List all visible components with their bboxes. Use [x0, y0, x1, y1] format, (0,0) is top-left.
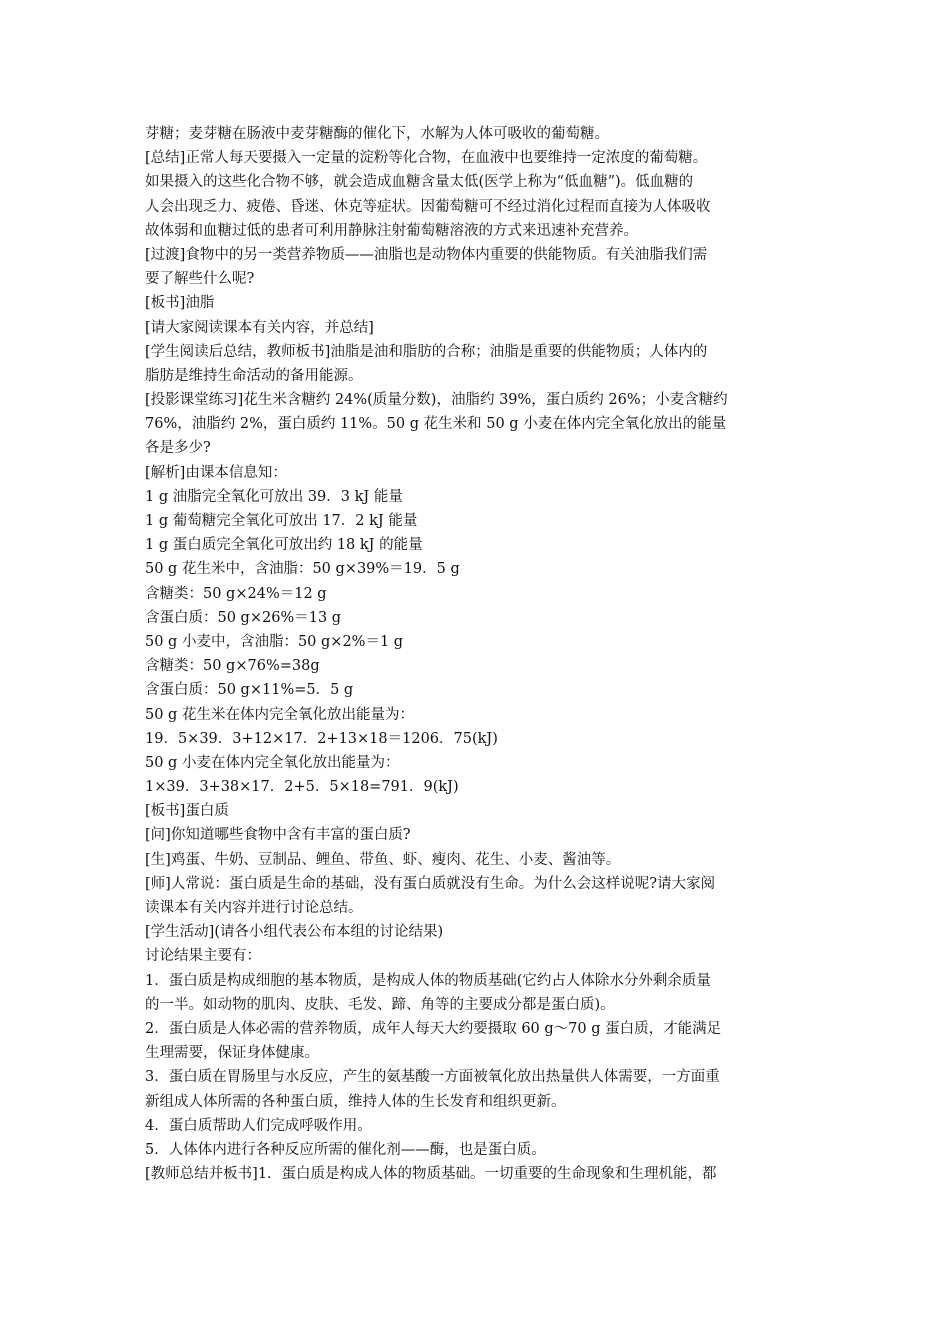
text-line: [问]你知道哪些食物中含有丰富的蛋白质?: [145, 827, 411, 844]
text-line: 1 g 葡萄糖完全氧化可放出 17．2 kJ 能量: [145, 513, 418, 529]
text-line: 的一半。如动物的肌肉、皮肤、毛发、蹄、角等的主要成分都是蛋白质)。: [145, 996, 615, 1013]
text-line: 脂肪是维持生命活动的备用能源。: [145, 367, 363, 384]
text-line: 如果摄入的这些化合物不够，就会造成血糖含量太低(医学上称为“低血糖”)。低血糖的: [145, 174, 694, 191]
text-line: [教师总结并板书]1．蛋白质是构成人体的物质基础。一切重要的生命现象和生理机能，都: [145, 1166, 717, 1183]
text-line: 要了解些什么呢?: [145, 271, 255, 288]
text-line: 5．人体体内进行各种反应所需的催化剂——酶，也是蛋白质。: [145, 1141, 546, 1158]
document-page: [145, 122, 815, 1186]
text-line: 4．蛋白质帮助人们完成呼吸作用。: [145, 1117, 372, 1134]
text-line: 1×39．3+38×17．2+5．5×18=791．9(kJ): [145, 779, 459, 796]
text-line: [板书]蛋白质: [145, 803, 229, 820]
text-line: 1 g 蛋白质完全氧化可放出约 18 kJ 的能量: [145, 537, 423, 554]
text-line: 生理需要，保证身体健康。: [145, 1045, 319, 1062]
text-line: 76%，油脂约 2%，蛋白质约 11%。50 g 花生米和 50 g 小麦在体内完全氧化放出的能量: [145, 416, 727, 433]
text-line: 含糖类：50 g×24%＝12 g: [145, 585, 327, 602]
text-line: 3．蛋白质在胃肠里与水反应，产生的氨基酸一方面被氧化放出热量供人体需要，一方面重: [145, 1069, 720, 1086]
text-line: 含蛋白质：50 g×11%=5．5 g: [145, 682, 354, 699]
text-line: [投影课堂练习]花生米含糖约 24%(质量分数)，油脂约 39%，蛋白质约 26%；小麦含糖约: [145, 392, 728, 409]
text-line: 2．蛋白质是人体必需的营养物质，成年人每天大约要摄取 60 g～70 g 蛋白质，才能满足: [145, 1020, 722, 1037]
text-line: 50 g 小麦在体内完全氧化放出能量为：: [145, 754, 400, 771]
text-line: [总结]正常人每天要摄入一定量的淀粉等化合物，在血液中也要维持一定浓度的葡萄糖。: [145, 150, 708, 167]
text-line: 19．5×39．3+12×17．2+13×18＝1206．75(kJ): [145, 730, 498, 747]
text-line: [学生活动](请各小组代表公布本组的讨论结果): [145, 924, 444, 941]
text-line: 50 g 花生米中，含油脂：50 g×39%＝19．5 g: [145, 561, 460, 578]
text-line: 新组成人体所需的各种蛋白质，维持人体的生长发育和组织更新。: [145, 1093, 566, 1110]
text-line: 含蛋白质：50 g×26%＝13 g: [145, 609, 342, 626]
text-line: 各是多少?: [145, 440, 211, 457]
text-line: 人会出现乏力、疲倦、昏迷、休克等症状。因葡萄糖可不经过消化过程而直接为人体吸收: [145, 198, 711, 215]
text-line: 含糖类：50 g×76%=38g: [145, 658, 320, 675]
text-line: [生]鸡蛋、牛奶、豆制品、鲤鱼、带鱼、虾、瘦肉、花生、小麦、酱油等。: [145, 851, 621, 868]
text-line: [请大家阅读课本有关内容，并总结]: [145, 319, 374, 336]
text-line: 1 g 油脂完全氧化可放出 39．3 kJ 能量: [145, 488, 403, 505]
text-line: 50 g 花生米在体内完全氧化放出能量为：: [145, 706, 414, 723]
text-line: 故体弱和血糖过低的患者可利用静脉注射葡萄糖溶液的方式来迅速补充营养。: [145, 222, 638, 239]
text-line: 读课本有关内容并进行讨论总结。: [145, 900, 363, 916]
text-line: 50 g 小麦中，含油脂：50 g×2%＝1 g: [145, 633, 404, 650]
text-line: [板书]油脂: [145, 295, 215, 312]
text-line: [解析]由课本信息知：: [145, 464, 287, 481]
text-line: 讨论结果主要有：: [145, 948, 261, 965]
text-line: [过渡]食物中的另一类营养物质——油脂也是动物体内重要的供能物质。有关油脂我们需: [145, 246, 708, 263]
text-line: [师]人常说：蛋白质是生命的基础，没有蛋白质就没有生命。为什么会这样说呢?请大家阅: [145, 875, 716, 892]
text-line: 1．蛋白质是构成细胞的基本物质，是构成人体的物质基础(它约占人体除水分外剩余质量: [145, 972, 711, 989]
text-line: [学生阅读后总结，教师板书]油脂是油和脂肪的合称；油脂是重要的供能物质；人体内的: [145, 343, 708, 360]
text-line: 芽糖；麦芽糖在肠液中麦芽糖酶的催化下，水解为人体可吸收的葡萄糖。: [145, 126, 609, 142]
